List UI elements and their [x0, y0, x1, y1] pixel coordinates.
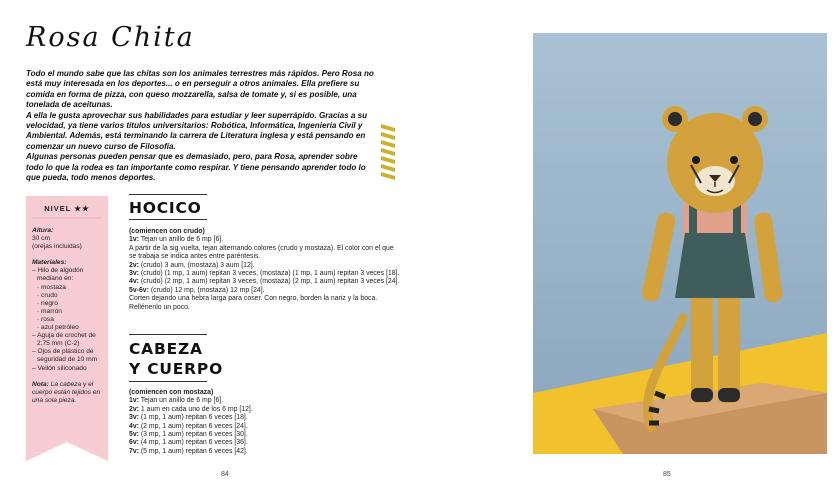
- note-label: Nota:: [32, 380, 49, 388]
- material-item: – Vellón siliconado: [32, 364, 87, 372]
- difficulty-level: NIVEL ★★: [44, 204, 90, 213]
- section-rule: [129, 219, 207, 220]
- instruction-line: 1v: Tejan un anillo de 6 mp [6].: [129, 397, 224, 405]
- pattern-title: Rosa Chita: [26, 22, 195, 53]
- instruction-line: 7v: (5 mp, 1 aum) repitan 6 veces [42].: [129, 447, 248, 455]
- section-rule: [129, 194, 207, 195]
- instruction-line: se trabaja se indica antes entre paréntesis.: [129, 253, 261, 261]
- page-number-left: 84: [221, 471, 229, 478]
- intro-paragraph: Todo el mundo sabe que las chitas son los animales terrestres más rápidos. Pero Rosa no está muy interesada en los deportes... o en perseguir a otros animales. Ella prefiere su comida en forma de pizza, con queso mozzarella, salsa de tomate y, si es posible, una tonelada de aceitunas.: [26, 69, 374, 110]
- section-rule: [129, 381, 207, 382]
- section-rule: [129, 334, 207, 335]
- materials-label: Materiales:: [32, 259, 67, 267]
- material-item: · marrón: [37, 307, 62, 315]
- instruction-line: 5v-6v: (crudo) 12 mp, (mostaza) 12 mp [24].: [129, 286, 265, 294]
- instruction-line: (comiencen con crudo): [129, 228, 205, 235]
- instruction-line: 4v: (crudo) (2 mp, 1 aum) repitan 3 veces, (mostaza) (2 mp, 1 aum) repitan 3 veces [24].: [129, 278, 400, 286]
- material-item: – Aguja de crochet de: [32, 332, 96, 340]
- height-value: 30 cm: [32, 235, 50, 243]
- note-text: La cabeza y el cuerpo están tejidos en una sola pieza.: [32, 380, 101, 404]
- section-heading-hocico: HOCICO: [129, 199, 202, 217]
- intro-paragraph: Algunas personas pueden pensar que es demasiado, pero, para Rosa, aprender sobre todo lo que la rodea es tan importante como respirar. Y tiene pensando aprender todo lo que pueda, todo menos deportes.: [26, 152, 366, 183]
- material-item: · rosa: [37, 315, 54, 323]
- amigurumi-photo: [533, 33, 827, 454]
- instruction-line: 2v: (crudo) 3 aum, (mostaza) 3 aum [12].: [129, 261, 255, 269]
- material-item: – Hilo de algodón: [32, 267, 84, 275]
- right-page: [420, 0, 839, 489]
- zigzag-decoration: [381, 124, 395, 182]
- material-item: · negro: [37, 299, 58, 307]
- material-item: · azul petróleo: [37, 324, 79, 332]
- intro-text: [26, 69, 376, 183]
- instruction-line: A partir de la sig vuelta, tejan alternando colores (crudo y mostaza). El color con el que: [129, 244, 394, 252]
- heading-line: Y CUERPO: [129, 360, 224, 378]
- intro-paragraph: A ella le gusta aprovechar sus habilidades para estudiar y leer superrápido. Gracias a su velocidad, ya tiene varios títulos universitarios: Robótica, Informática, Ingeniería Civil y Ambiental. Además, está terminando la carrera de Literatura inglesa y está pensando en comenzar un nuevo curso de Filosofía.: [26, 110, 368, 151]
- material-item: seguridad de 10 mm: [37, 356, 98, 364]
- height-note: (orejas incluidas): [32, 243, 82, 251]
- height-label: Altura:: [32, 227, 54, 234]
- instruction-line: 6v: (4 mp, 1 aum) repitan 6 veces [36].: [129, 439, 248, 447]
- material-item: mediano en:: [37, 275, 74, 283]
- sidebar-note: [32, 381, 106, 405]
- cheetah-doll-illustration: [533, 33, 827, 454]
- instruction-line: 2v: 1 aum en cada uno de los 6 mp [12].: [129, 405, 253, 413]
- heading-line: CABEZA: [129, 340, 203, 358]
- instruction-line: 3v: (crudo) (1 mp, 1 aum) repitan 3 veces, (mostaza) (1 mp, 1 aum) repitan 3 veces [18].: [129, 270, 400, 278]
- material-item: · mostaza: [37, 283, 66, 291]
- instruction-line: 5v: (3 mp, 1 aum) repitan 6 veces [30].: [129, 431, 248, 439]
- section-heading-cabeza: [129, 339, 223, 379]
- materials-list: [32, 267, 106, 372]
- hocico-instructions: [129, 228, 419, 312]
- page-number-right: 85: [663, 471, 671, 478]
- instruction-line: 4v: (2 mp, 1 aum) repitan 6 veces [24].: [129, 422, 248, 430]
- material-item: · crudo: [37, 291, 58, 299]
- sidebar-info-ribbon: [26, 196, 108, 461]
- instruction-line: 3v: (1 mp, 1 aum) repitan 6 veces [18].: [129, 414, 248, 422]
- cabeza-instructions: [129, 389, 419, 456]
- instruction-line: 1v: Tejan un anillo de 6 mp [6].: [129, 236, 224, 244]
- instruction-line: (comiencen con mostaza): [129, 389, 214, 396]
- instruction-line: Rellénenlo un poco.: [129, 303, 190, 311]
- material-item: 2,75 mm (C-2): [37, 340, 80, 348]
- material-item: – Ojos de plástico de: [32, 348, 94, 356]
- instruction-line: Corten dejando una hebra larga para coser. Con negro, borden la nariz y la boca.: [129, 295, 378, 303]
